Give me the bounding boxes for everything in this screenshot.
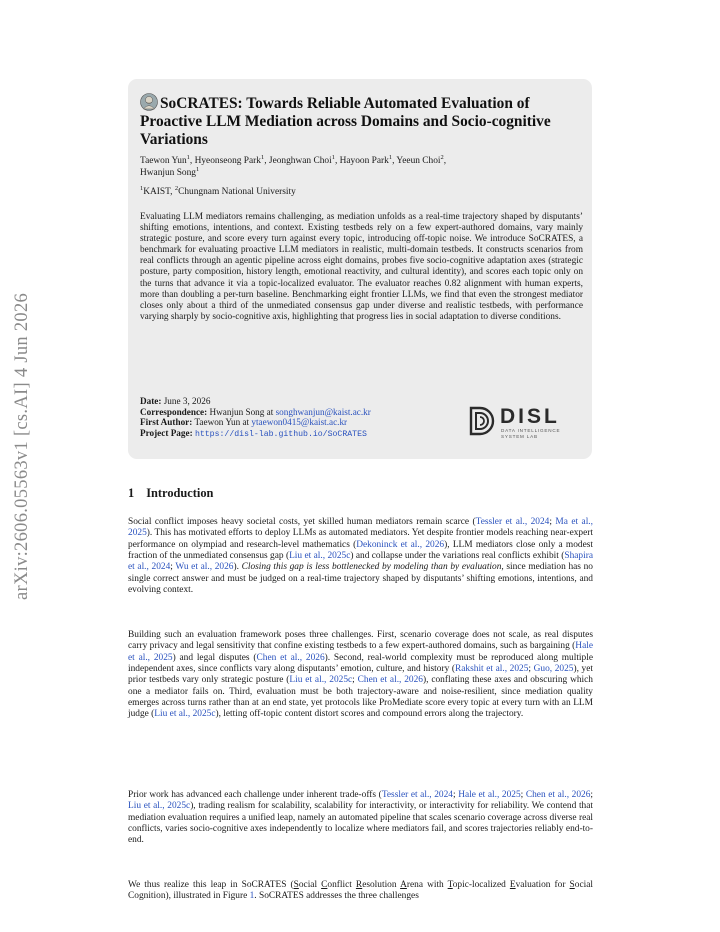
- text-run: ). Second, real-world complexity must be reproduced along multiple independent axes, since conflicts vary along disputants’ emotion, culture, and history (: [128, 652, 593, 675]
- separator: ,: [443, 156, 447, 166]
- correspondence-line: [140, 407, 440, 418]
- paper-title: SoCRATES: Towards Reliable Automated Evaluation of Proactive LLM Mediation across Domains and Socio-cognitive Variations: [140, 95, 551, 148]
- text-run: ), yet prior testbeds vary only strategic posture (: [128, 664, 593, 686]
- text-run: valuation for: [515, 880, 570, 890]
- emphasis-text: Closing this gap is less bottlenecked by modeling than by evaluation: [241, 562, 502, 573]
- date-value: June 3, 2026: [163, 396, 211, 406]
- acronym-letter: C: [321, 880, 328, 890]
- affiliation-mark: 1: [331, 154, 335, 161]
- affiliation-mark: 1: [140, 185, 144, 192]
- citation-link[interactable]: Chen et al., 2026: [256, 652, 325, 663]
- affiliation-mark: 1: [186, 154, 190, 161]
- text-run: ). This has motivated efforts to deploy LLMs as automated mediators. Yet despite frontier models reaching near-expert performance on olympiad and research-level mathematics (: [128, 528, 593, 550]
- section-number: 1: [128, 486, 135, 500]
- abstract-card: [128, 79, 592, 459]
- text-run: We thus realize this leap in SoCRATES (: [128, 880, 294, 890]
- first-author-label: First Author:: [140, 417, 193, 428]
- text-run: Social conflict imposes heavy societal costs, yet skilled human mediators remain scarce (: [128, 517, 476, 527]
- text-run: ocial Cognition), illustrated in Figure: [128, 880, 593, 902]
- date-label: Date:: [140, 396, 162, 406]
- acronym-letter: S: [569, 880, 575, 890]
- text-run: opic-localized: [452, 880, 510, 890]
- affiliation-kaist: KAIST,: [143, 187, 175, 197]
- affiliation-mark: 2: [174, 185, 179, 192]
- arxiv-identifier: arXiv:2606.05563v1 [cs.AI] 4 Jun 2026: [12, 292, 32, 600]
- text-run: ), LLM mediators close only a modest fraction of the unmediated consensus gap (: [128, 539, 593, 562]
- text-run: ), trading realism for scalability, scalability for interactivity, or interactivity for reliability. We contend that mediation evaluation requires a unified leap, namely an automated pipeline that scales scenario coverage across diverse real conflicts, varies socio-cognitive axes independently to localize where mediators fail, and scores trajectories reliably end-to-end.: [128, 801, 593, 846]
- citation-link[interactable]: Chen et al., 2026: [525, 790, 591, 800]
- text-run: ;: [170, 562, 176, 573]
- disl-subtitle-line2: SYSTEM LAB: [501, 433, 538, 439]
- text-run: esolution: [362, 880, 401, 890]
- disl-subtitle: [501, 428, 571, 439]
- paper-metadata: [140, 396, 440, 440]
- citation-link[interactable]: Tessler et al., 2024: [475, 517, 550, 527]
- disl-subtitle-line1: DATA INTELLIGENCE: [501, 428, 561, 433]
- first-author-email-link[interactable]: ytaewon0415@kaist.ac.kr: [251, 417, 348, 428]
- text-run: onflict: [327, 880, 356, 890]
- text-run: ), conflating these axes and obscuring which one a mediator fails on. Third, evaluation must be both trajectory-aware and noise-resilient, since mediation quality emerges across turns rather than at an end state, yet protocols like ProMediate score every topic at every turn with an LLM judge (: [128, 675, 593, 720]
- citation-link[interactable]: Liu et al., 2025c: [289, 675, 353, 686]
- affiliation-mark: 1: [388, 154, 393, 161]
- author-name: , Yeeun Choi: [392, 156, 441, 166]
- text-run: rena with: [406, 880, 448, 890]
- intro-paragraph-1: [128, 517, 593, 596]
- arxiv-side-stamp: [12, 292, 32, 620]
- intro-paragraph-4: [128, 880, 593, 903]
- correspondence-email-link[interactable]: songhwanjun@kaist.ac.kr: [275, 406, 371, 417]
- citation-link[interactable]: Wu et al., 2026: [175, 562, 234, 573]
- affiliation-mark: 2: [440, 154, 444, 161]
- text-run: ) and legal disputes (: [172, 652, 257, 663]
- affiliations: [140, 187, 296, 197]
- acronym-letter: T: [447, 880, 453, 890]
- acronym-letter: S: [293, 880, 299, 890]
- text-run: ocial: [298, 880, 322, 890]
- text-run: ;: [549, 517, 556, 527]
- project-page-line: [140, 428, 440, 441]
- affiliation-mark: 1: [196, 165, 200, 173]
- author-name: Taewon Yun: [140, 156, 187, 166]
- date-line: [140, 396, 440, 407]
- author-list: [140, 156, 580, 179]
- text-run: ;: [520, 790, 526, 800]
- intro-paragraph-2: [128, 630, 593, 721]
- author-name: , Hayoon Park: [334, 156, 389, 166]
- text-run: Prior work has advanced each challenge under inherent trade-offs (: [128, 790, 382, 800]
- project-page-link[interactable]: https://disl-lab.github.io/SoCRATES: [194, 429, 367, 439]
- citation-link[interactable]: Tessler et al., 2024: [381, 790, 453, 800]
- abstract-text: Evaluating LLM mediators remains challenging, as mediation unfolds as a real-time trajectory shaped by disputants’ shifting emotions, intentions, and context. Existing testbeds rely on a few expert-authored domains, vary mainly strategic posture, and score every turn against every topic, introducing off-topic noise. We introduce SoCRATES, a benchmark for evaluating proactive LLM mediators in realistic, multi-domain testbeds. It constructs scenarios from real conflicts through an agentic pipeline across eight domains, probes five socio-cognitive adaptation axes (strategic posture, party composition, history length, emotional reactivity, and cultural identity), and scores each topic only on the turns that advance it via a topic-localized evaluator. The evaluator reaches 0.82 alignment with human experts, more than doubling a per-turn baseline. Benchmarking eight frontier LLMs, we find that even the strongest mediator closes only about a third of the unmediated consensus gap under diverse and realistic testbeds, with performance varying sharply by socio-cognitive axis, highlighting that progress lies in social adaptation to diverse conditions.: [140, 212, 583, 322]
- first-author-line: [140, 417, 440, 428]
- section-heading-introduction: [128, 486, 213, 501]
- project-page-label: Project Page:: [140, 427, 193, 438]
- citation-link[interactable]: Liu et al., 2025c: [289, 551, 351, 562]
- affiliation-mark: 1: [260, 154, 265, 161]
- text-run: ).: [233, 562, 242, 573]
- acronym-letter: E: [509, 880, 516, 890]
- citation-link[interactable]: Dekoninck et al., 2026: [356, 539, 445, 550]
- author-name: , Hyeonseong Park: [189, 156, 261, 166]
- paper-title-row: [140, 93, 585, 149]
- text-run: Building such an evaluation framework poses three challenges. First, scenario coverage does not scale, as real disputes carry privacy and legal sensitivity that confine existing testbeds to a few expert-authored domains, such as bargaining (: [128, 630, 593, 652]
- author-name: , Jeonghwan Choi: [264, 156, 332, 166]
- citation-link[interactable]: Guo, 2025: [533, 664, 574, 675]
- citation-link[interactable]: Rakshit et al., 2025: [455, 664, 529, 675]
- correspondence-label: Correspondence:: [140, 406, 208, 417]
- text-run: ;: [452, 790, 459, 800]
- text-run: ;: [352, 675, 358, 686]
- citation-link[interactable]: Liu et al., 2025c: [128, 801, 191, 812]
- figure-reference-link[interactable]: 1: [249, 891, 255, 902]
- intro-paragraph-3: [128, 790, 593, 847]
- text-run: ;: [528, 664, 534, 675]
- acronym-letter: A: [400, 880, 407, 890]
- socrates-bust-icon: [140, 93, 158, 111]
- acronym-letter: R: [355, 880, 363, 890]
- citation-link[interactable]: Liu et al., 2025c: [154, 709, 216, 720]
- text-run: ;: [590, 790, 593, 800]
- citation-link[interactable]: Hale et al., 2025: [128, 641, 593, 663]
- author-name: Hwanjun Song: [140, 167, 196, 178]
- disl-mark-icon: [467, 405, 497, 437]
- citation-link[interactable]: Shapira et al., 2024: [128, 551, 593, 573]
- text-run: ), letting off-topic content distort scores and compound errors along the trajectory.: [215, 709, 524, 720]
- text-run: , since mediation has no single correct answer and must be judged on a real-time trajectory shaped by disputants’ shifting emotions, intentions, and evolving context.: [128, 562, 593, 596]
- disl-logo: [467, 405, 577, 439]
- citation-link[interactable]: Hale et al., 2025: [458, 790, 521, 800]
- text-run: . SoCRATES addresses the three challenges: [254, 891, 419, 902]
- citation-link[interactable]: Chen et al., 2026: [357, 675, 423, 686]
- text-run: ) and collapse under the variations real conflicts exhibit (: [350, 551, 565, 562]
- first-author-name: Taewon Yun at: [194, 417, 252, 428]
- citation-link[interactable]: Ma et al., 2025: [128, 517, 593, 539]
- affiliation-chungnam: Chungnam National University: [178, 187, 296, 197]
- disl-wordmark: DISL: [500, 405, 560, 428]
- section-title: Introduction: [146, 486, 214, 500]
- correspondence-name: Hwanjun Song at: [209, 406, 276, 417]
